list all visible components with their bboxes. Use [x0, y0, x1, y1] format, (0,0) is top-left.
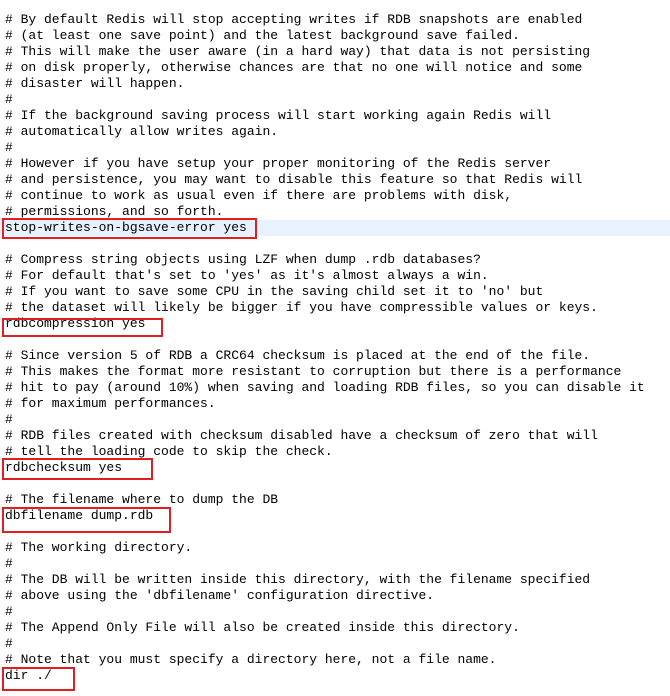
- comment-line[interactable]: # the dataset will likely be bigger if you have compressible values or keys.: [5, 300, 598, 315]
- comment-line[interactable]: [0, 236, 670, 252]
- comment-line[interactable]: #: [5, 412, 13, 427]
- comment-line[interactable]: # However if you have setup your proper monitoring of the Redis server: [5, 156, 552, 171]
- comment-line[interactable]: #: [5, 636, 13, 651]
- comment-line[interactable]: # hit to pay (around 10%) when saving and loading RDB files, so you can disable it: [5, 380, 645, 395]
- comment-line[interactable]: # for maximum performances.: [5, 396, 216, 411]
- comment-line[interactable]: # Compress string objects using LZF when dump .rdb databases?: [5, 252, 481, 267]
- comment-line[interactable]: #: [5, 92, 13, 107]
- comment-line[interactable]: # By default Redis will stop accepting writes if RDB snapshots are enabled: [5, 12, 583, 27]
- comment-line[interactable]: # on disk properly, otherwise chances are that no one will notice and some: [5, 60, 583, 75]
- comment-line[interactable]: # automatically allow writes again.: [5, 124, 279, 139]
- comment-line[interactable]: # For default that's set to 'yes' as it's almost always a win.: [5, 268, 489, 283]
- comment-line[interactable]: # If the background saving process will start working again Redis will: [5, 108, 552, 123]
- comment-line[interactable]: # The working directory.: [5, 540, 193, 555]
- comment-line[interactable]: # RDB files created with checksum disabled have a checksum of zero that will: [5, 428, 598, 443]
- config-line[interactable]: rdbcompression yes: [5, 316, 146, 331]
- comment-line[interactable]: # continue to work as usual even if there are problems with disk,: [5, 188, 513, 203]
- comment-line[interactable]: [0, 332, 670, 348]
- config-line[interactable]: stop-writes-on-bgsave-error yes: [0, 220, 670, 236]
- comment-line[interactable]: # above using the 'dbfilename' configuration directive.: [5, 588, 435, 603]
- comment-line[interactable]: # tell the loading code to skip the check.: [5, 444, 333, 459]
- comment-line[interactable]: # disaster will happen.: [5, 76, 185, 91]
- config-line[interactable]: dir ./: [5, 668, 52, 683]
- comment-line[interactable]: # This will make the user aware (in a hard way) that data is not persisting: [5, 44, 591, 59]
- comment-line[interactable]: [0, 524, 670, 540]
- config-line[interactable]: dbfilename dump.rdb: [5, 508, 154, 523]
- comment-line[interactable]: [0, 476, 670, 492]
- config-line[interactable]: rdbchecksum yes: [5, 460, 123, 475]
- comment-line[interactable]: # and persistence, you may want to disable this feature so that Redis will: [5, 172, 583, 187]
- editor-lines: [0, 12, 670, 684]
- comment-line[interactable]: # Note that you must specify a directory here, not a file name.: [5, 652, 497, 667]
- comment-line[interactable]: #: [5, 604, 13, 619]
- comment-line[interactable]: # Since version 5 of RDB a CRC64 checksum is placed at the end of the file.: [5, 348, 591, 363]
- comment-line[interactable]: # The filename where to dump the DB: [5, 492, 279, 507]
- comment-line[interactable]: # The DB will be written inside this directory, with the filename specified: [5, 572, 591, 587]
- comment-line[interactable]: # If you want to save some CPU in the saving child set it to 'no' but: [5, 284, 544, 299]
- comment-line[interactable]: #: [5, 556, 13, 571]
- comment-line[interactable]: # This makes the format more resistant to corruption but there is a performance: [5, 364, 622, 379]
- comment-line[interactable]: #: [5, 140, 13, 155]
- comment-line[interactable]: # The Append Only File will also be created inside this directory.: [5, 620, 520, 635]
- comment-line[interactable]: # permissions, and so forth.: [5, 204, 224, 219]
- comment-line[interactable]: # (at least one save point) and the latest background save failed.: [5, 28, 520, 43]
